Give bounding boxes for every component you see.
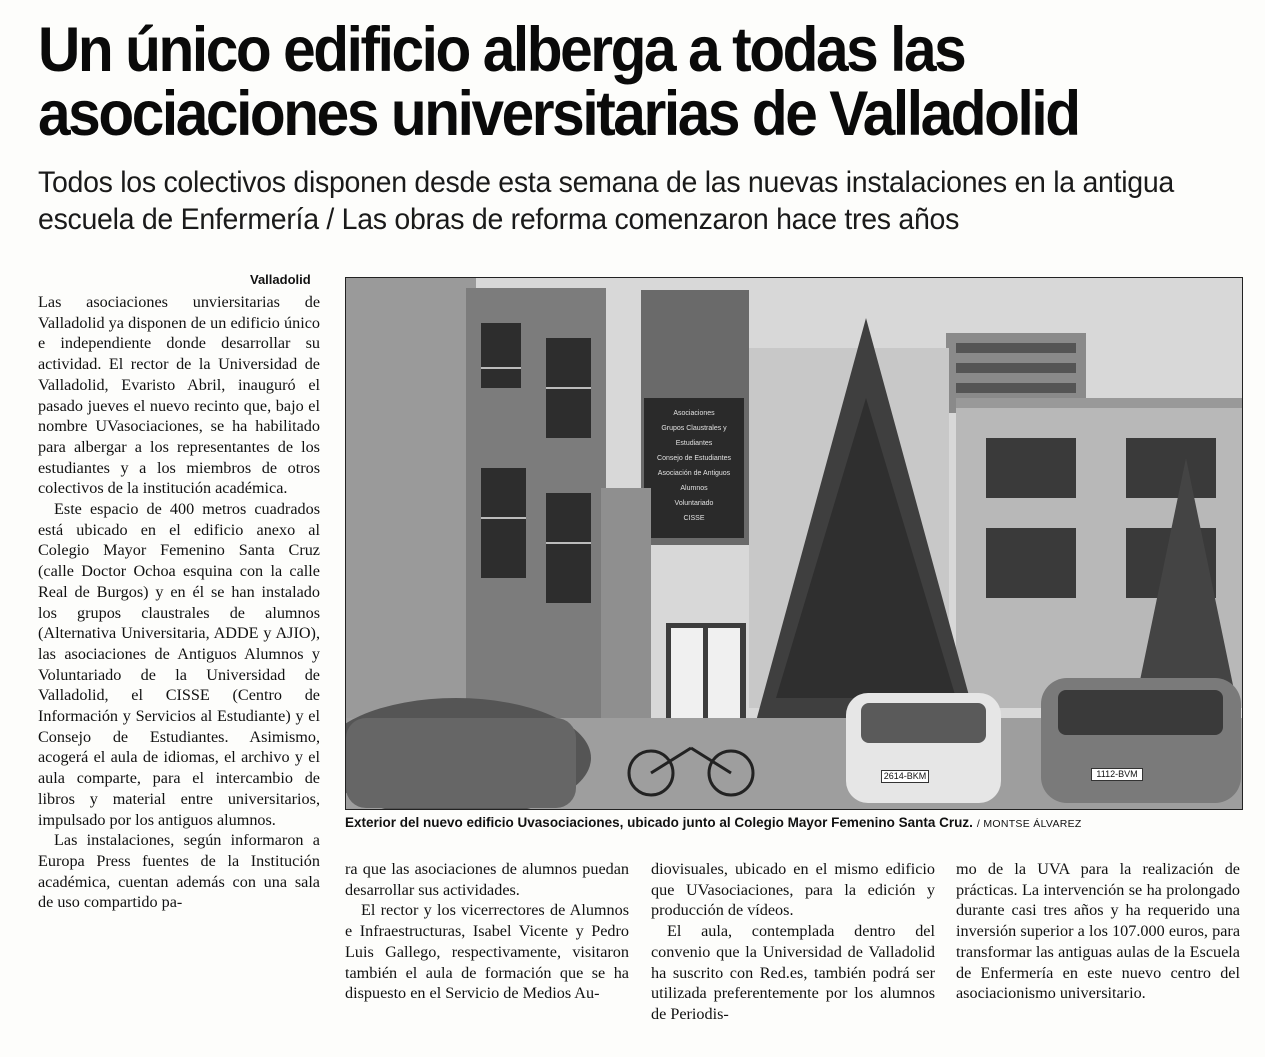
- paragraph: mo de la UVA para la realización de prácticas. La intervención se ha prolongado durante casi tres años y ha requerido una inversión superior a los 107.000 euros, para transformar las antiguas aulas de la Escuela de Enfermería en este nuevo centro del asociacionismo universitario.: [956, 860, 1240, 1003]
- paragraph: Las instalaciones, según informaron a Europa Press fuentes de la Institución académica, cuentan además con una sala de uso compartido pa-: [38, 831, 320, 912]
- paragraph: ra que las asociaciones de alumnos puedan desarrollar sus actividades.: [345, 860, 629, 899]
- sign-line: Consejo de Estudiantes: [657, 455, 731, 462]
- headline-line-1: Un único edificio alberga a todas las: [38, 15, 965, 85]
- sign-line: Asociaciones: [673, 410, 715, 417]
- headline: [38, 15, 1163, 149]
- building-photo: [345, 277, 1243, 810]
- photo-credit: / MONTSE ÁLVAREZ: [976, 818, 1082, 830]
- license-plate: 1112-BVM: [1091, 768, 1143, 781]
- column-4: [956, 859, 1240, 1004]
- paragraph: diovisuales, ubicado en el mismo edificio que UVasociaciones, para la edición y producción de vídeos.: [651, 860, 935, 920]
- dateline: Valladolid: [250, 272, 311, 287]
- paragraph: El aula, contemplada dentro del convenio que la Universidad de Valladolid ha suscrito con Red.es, también podrá ser utilizada preferentemente por los alumnos de Periodis-: [651, 922, 935, 1023]
- headline-line-2: asociaciones universitarias de Valladolid: [38, 79, 1079, 149]
- paragraph: Este espacio de 400 metros cuadrados está ubicado en el edificio anexo al Colegio Mayor Femenino Santa Cruz (calle Doctor Ochoa esquina con la calle Real de Burgos) y en él se han instalado los grupos claustrales de alumnos (Alternativa Universitaria, ADDE y AJIO), las asociaciones de Antiguos Alumnos y Voluntariado de la Universidad de Valladolid, el CISSE (Centro de Información y Servicios al Estudiante) y el Consejo de Estudiantes. Asimismo, acogerá el aula de idiomas, el archivo y el aula comparte, para el intercambio de libros y material entre universitarios, impulsado por los antiguos alumnos.: [38, 500, 320, 829]
- column-3: [651, 859, 935, 1025]
- sign-line: Asociación de Antiguos Alumnos: [657, 470, 731, 492]
- column-2: [345, 859, 629, 1004]
- caption-text: Exterior del nuevo edificio Uvasociaciones, ubicado junto al Colegio Mayor Femenino Santa Cruz.: [345, 815, 973, 830]
- photo-caption: [345, 815, 1245, 830]
- sign-line: CISSE: [683, 515, 705, 522]
- sign-line: Voluntariado: [674, 500, 714, 507]
- column-1: [38, 292, 320, 913]
- license-plate: 2614-BKM: [881, 770, 929, 783]
- sign-panel: [644, 406, 744, 526]
- photo-illustration: [346, 278, 1242, 809]
- subheadline: Todos los colectivos disponen desde esta semana de las nuevas instalaciones en la antigua escuela de Enfermería / Las obras de reforma comenzaron hace tres años: [38, 166, 1174, 236]
- paragraph: Las asociaciones unviersitarias de Valladolid ya disponen de un edificio único e independiente donde desarrollar su actividad. El rector de la Universidad de Valladolid, Evaristo Abril, inauguró el pasado jueves el nuevo recinto que, bajo el nombre UVasociaciones, se ha habilitado para albergar a los representantes de los estudiantes y a los miembros de otros colectivos de la institución académica.: [38, 293, 320, 498]
- paragraph: El rector y los vicerrectores de Alumnos e Infraestructuras, Isabel Vicente y Pedro Luis Gallego, respectivamente, visitaron también el aula de formación que se ha dispuesto en el Servicio de Medios Au-: [345, 901, 629, 1003]
- sign-line: Grupos Claustrales y Estudiantes: [661, 425, 727, 447]
